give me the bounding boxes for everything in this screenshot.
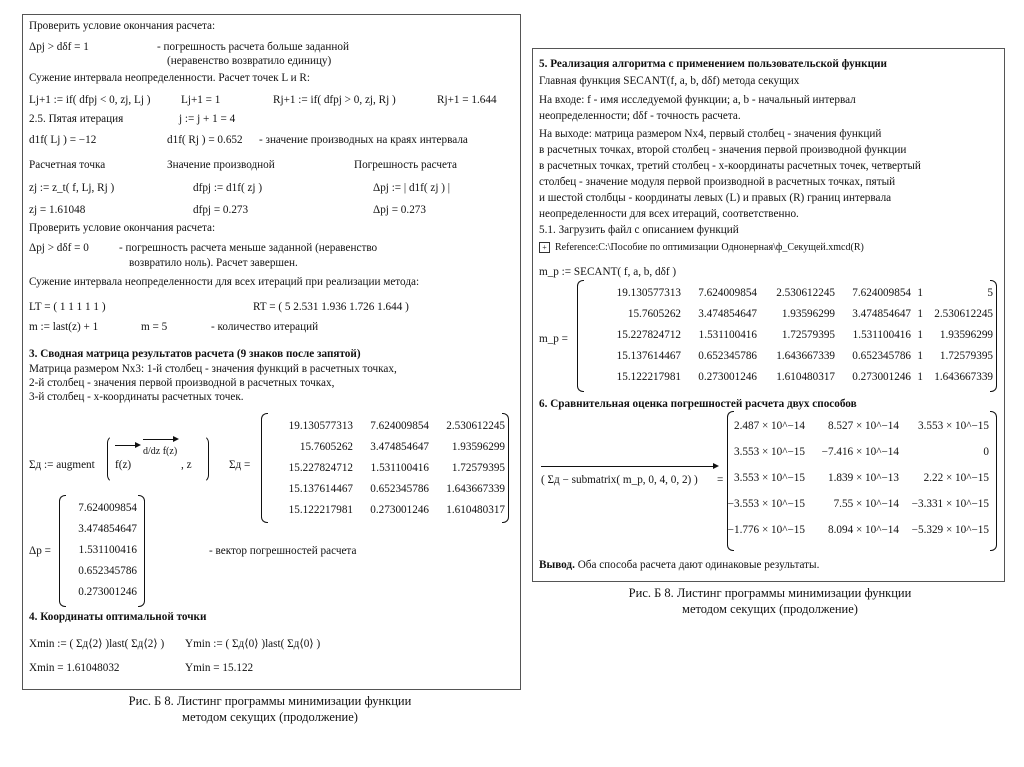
formula: m := last(z) + 1 — [29, 321, 99, 333]
matrix-cell: 3.474854647 — [78, 523, 137, 535]
matrix-cell: 1 — [917, 350, 923, 362]
section-title: 4. Координаты оптимальной точки — [29, 611, 207, 623]
matrix-cell: 1.643667339 — [776, 350, 835, 362]
text-line: На входе: f - имя исследуемой функции; a, b - начальный интервал — [539, 94, 856, 106]
text-line: Сужение интервала неопределенности. Расчет точек L и R: — [29, 72, 310, 84]
matrix-cell: 15.137614467 — [616, 350, 681, 362]
formula: Ymin := ( Σд⟨0⟩ )last( Σд⟨0⟩ ) — [185, 638, 321, 650]
matrix-cell: 1.531100416 — [370, 462, 429, 474]
matrix-cell: 7.624009854 — [370, 420, 429, 432]
column-heading: Расчетная точка — [29, 159, 106, 171]
matrix-cell: 15.137614467 — [288, 483, 353, 495]
matrix-cell: 8.527 × 10^−14 — [827, 420, 899, 432]
text-line: и шестой столбцы - координаты левых (L) и правых (R) границ интервала — [539, 192, 892, 204]
sigma-matrix — [261, 413, 509, 523]
text-line: (неравенство возвратило единицу) — [167, 55, 332, 67]
matrix-cell: 3.474854647 — [698, 308, 757, 320]
text-line: - значение производных на краях интервала — [259, 134, 468, 146]
matrix-cell: 7.624009854 — [698, 287, 757, 299]
matrix-cell: 1 — [917, 329, 923, 341]
matrix-cell: 15.122217981 — [288, 504, 353, 516]
matrix-cell: 2.530612245 — [776, 287, 835, 299]
matrix-cell: 15.227824712 — [288, 462, 353, 474]
text-line: возвратило ноль). Расчет завершен. — [129, 257, 298, 269]
section-title: 5. Реализация алгоритма с применением пользовательской функции — [539, 58, 887, 70]
left-caption — [60, 694, 480, 725]
matrix-cell: 15.7605262 — [299, 441, 353, 453]
matrix-cell: 15.7605262 — [627, 308, 681, 320]
matrix-cell: 1.610480317 — [446, 504, 505, 516]
mp-matrix — [577, 280, 997, 392]
formula: m_p = — [539, 333, 568, 345]
matrix-cell: −5.329 × 10^−15 — [911, 524, 989, 536]
section-title: 3. Сводная матрица результатов расчета (9 знаков после запятой) — [29, 348, 361, 360]
matrix-cell: 1.72579395 — [939, 350, 993, 362]
matrix-cell: 1.72579395 — [451, 462, 505, 474]
matrix-cell: 3.553 × 10^−15 — [733, 472, 805, 484]
matrix-cell: 1.531100416 — [852, 329, 911, 341]
matrix-cell: 1 — [917, 308, 923, 320]
matrix-cell: 5 — [987, 287, 993, 299]
formula: Lj+1 := if( dfpj < 0, zj, Lj ) — [29, 94, 151, 106]
condition-expr: Δpj > dδf = 0 — [29, 242, 89, 254]
matrix-cell: 19.130577313 — [288, 420, 353, 432]
matrix-cell: 2.530612245 — [446, 420, 505, 432]
matrix-cell: −7.416 × 10^−14 — [821, 446, 899, 458]
text-line: в расчетных точках, третий столбец - х-координаты расчетных точек, четвертый — [539, 160, 921, 172]
formula: Δpj = 0.273 — [373, 204, 426, 216]
matrix-cell: 2.487 × 10^−14 — [733, 420, 805, 432]
matrix-cell: 15.227824712 — [616, 329, 681, 341]
text-line: Сужение интервала неопределенности для всех итераций при реализации метода: — [29, 276, 420, 288]
formula: RT = ( 5 2.531 1.936 1.726 1.644 ) — [253, 301, 409, 313]
caption-line: методом секущих (продолжение) — [182, 709, 358, 724]
dp-vector — [59, 495, 145, 607]
matrix-cell: 0.652345786 — [852, 350, 911, 362]
conclusion-text: Оба способа расчета дают одинаковые результаты. — [574, 559, 820, 571]
matrix-cell: 1.531100416 — [698, 329, 757, 341]
formula: , z — [181, 459, 192, 471]
matrix-cell: 0.273001246 — [698, 371, 757, 383]
conclusion-label: Вывод. — [539, 559, 575, 571]
formula: Σд := augment — [29, 459, 95, 471]
caption-line: методом секущих (продолжение) — [682, 601, 858, 616]
matrix-cell: 1.643667339 — [446, 483, 505, 495]
matrix-cell: 1.72579395 — [781, 329, 835, 341]
matrix-cell: 8.094 × 10^−14 — [827, 524, 899, 536]
text-line: неопределенности; dδf - точность расчета. — [539, 110, 741, 122]
matrix-cell: 0.652345786 — [698, 350, 757, 362]
matrix-cell: 0.273001246 — [78, 586, 137, 598]
matrix-cell: 1.531100416 — [78, 544, 137, 556]
matrix-cell: 2.530612245 — [934, 308, 993, 320]
subsection-title: 2.5. Пятая итерация — [29, 113, 124, 125]
text-line: - количество итераций — [211, 321, 319, 333]
matrix-cell: 1.93596299 — [451, 441, 505, 453]
formula: LT = ( 1 1 1 1 1 ) — [29, 301, 106, 313]
formula: d1f( Rj ) = 0.652 — [167, 134, 243, 146]
text-line: Главная функция SECANT(f, a, b, dδf) метода секущих — [539, 75, 800, 87]
matrix-cell: 3.553 × 10^−15 — [733, 446, 805, 458]
matrix-cell: 15.122217981 — [616, 371, 681, 383]
vector-arrow — [115, 445, 139, 446]
condition-expr: Δpj > dδf = 1 — [29, 41, 89, 53]
text-line: Матрица размером Nx3: 1-й столбец - значения функций в расчетных точках, — [29, 363, 397, 375]
diff-matrix — [727, 411, 997, 551]
formula: m_p := SECANT( f, a, b, dδf ) — [539, 266, 677, 278]
reference-icon[interactable]: + — [539, 242, 550, 253]
matrix-cell: 19.130577313 — [616, 287, 681, 299]
matrix-cell: 3.474854647 — [852, 308, 911, 320]
formula: j := j + 1 = 4 — [179, 113, 236, 125]
matrix-cell: 1 — [917, 287, 923, 299]
formula: zj = 1.61048 — [29, 204, 86, 216]
matrix-cell: 0 — [983, 446, 989, 458]
text-line: На выходе: матрица размером Nx4, первый столбец - значения функций — [539, 128, 882, 140]
matrix-cell: 3.474854647 — [370, 441, 429, 453]
left-listing-panel — [22, 14, 521, 690]
matrix-cell: 3.553 × 10^−15 — [917, 420, 989, 432]
text-line: 3-й столбец - х-координаты расчетных точек. — [29, 391, 244, 403]
matrix-cell: 7.624009854 — [852, 287, 911, 299]
formula: d1f( Lj ) = −12 — [29, 134, 97, 146]
matrix-cell: 2.22 × 10^−15 — [923, 472, 989, 484]
formula: ( Σд − submatrix( m_p, 0, 4, 0, 2) ) — [541, 474, 698, 486]
formula: dfpj := d1f( zj ) — [193, 182, 263, 194]
matrix-cell: −1.776 × 10^−15 — [727, 524, 805, 536]
right-caption — [580, 586, 960, 617]
matrix-cell: 0.273001246 — [370, 504, 429, 516]
text-line: 5.1. Загрузить файл с описанием функций — [539, 224, 739, 236]
text-line: неопределенности для всех итераций, соответственно. — [539, 208, 799, 220]
matrix-cell: 1.839 × 10^−13 — [827, 472, 899, 484]
matrix-cell: 1.643667339 — [934, 371, 993, 383]
formula: zj := z_t( f, Lj, Rj ) — [29, 182, 115, 194]
matrix-cell: 0.652345786 — [370, 483, 429, 495]
matrix-cell: 7.624009854 — [78, 502, 137, 514]
formula: d/dz f(z) — [143, 446, 178, 457]
matrix-cell: 0.273001246 — [852, 371, 911, 383]
formula: Δpj := | d1f( zj ) | — [373, 182, 451, 194]
text-line: - погрешность расчета больше заданной — [157, 41, 349, 53]
formula: Σд = — [229, 459, 251, 471]
formula: m = 5 — [141, 321, 168, 333]
formula: Lj+1 = 1 — [181, 94, 221, 106]
column-heading: Погрешность расчета — [354, 159, 457, 171]
formula: f(z) — [115, 459, 132, 471]
formula: Ymin = 15.122 — [185, 662, 254, 674]
matrix-cell: 1.93596299 — [939, 329, 993, 341]
matrix-cell: −3.553 × 10^−15 — [727, 498, 805, 510]
matrix-cell: 1.93596299 — [781, 308, 835, 320]
formula: Xmin = 1.61048032 — [29, 662, 120, 674]
caption-line: Рис. Б 8. Листинг программы минимизации функции — [128, 694, 412, 708]
matrix-cell: 7.55 × 10^−14 — [833, 498, 899, 510]
text-line: Проверить условие окончания расчета: — [29, 222, 216, 234]
text-line: 2-й столбец - значения первой производной в расчетных точках, — [29, 377, 335, 389]
formula: Rj+1 := if( dfpj > 0, zj, Rj ) — [273, 94, 396, 106]
text-line: столбец - значение модуля первой производной в расчетных точках, пятый — [539, 176, 896, 188]
formula: Xmin := ( Σд⟨2⟩ )last( Σд⟨2⟩ ) — [29, 638, 165, 650]
text-line: - вектор погрешностей расчета — [209, 545, 357, 557]
formula: Δp = — [29, 545, 51, 557]
vector-arrow — [541, 466, 717, 467]
caption-line: Рис. Б 8. Листинг программы минимизации функции — [628, 586, 912, 600]
conclusion — [539, 560, 819, 571]
matrix-cell: 1 — [917, 371, 923, 383]
text-line: в расчетных точках, второй столбец - значения первой производной функции — [539, 144, 907, 156]
matrix-cell: 0.652345786 — [78, 565, 137, 577]
right-listing-panel — [532, 48, 1005, 582]
text-line: Проверить условие окончания расчета: — [29, 20, 216, 32]
column-heading: Значение производной — [167, 159, 275, 171]
matrix-cell: 1.610480317 — [776, 371, 835, 383]
reference-path[interactable]: Reference:C:\Пособие по оптимизации Однонерная\ф_Секущей.xmcd(R) — [555, 242, 864, 253]
text-line: - погрешность расчета меньше заданной (неравенство — [119, 242, 378, 254]
vector-arrow — [143, 439, 177, 440]
matrix-cell: −3.331 × 10^−15 — [911, 498, 989, 510]
formula: = — [717, 474, 724, 486]
formula: Rj+1 = 1.644 — [437, 94, 497, 106]
section-title: 6. Сравнительная оценка погрешностей расчета двух способов — [539, 398, 857, 410]
formula: dfpj = 0.273 — [193, 204, 249, 216]
